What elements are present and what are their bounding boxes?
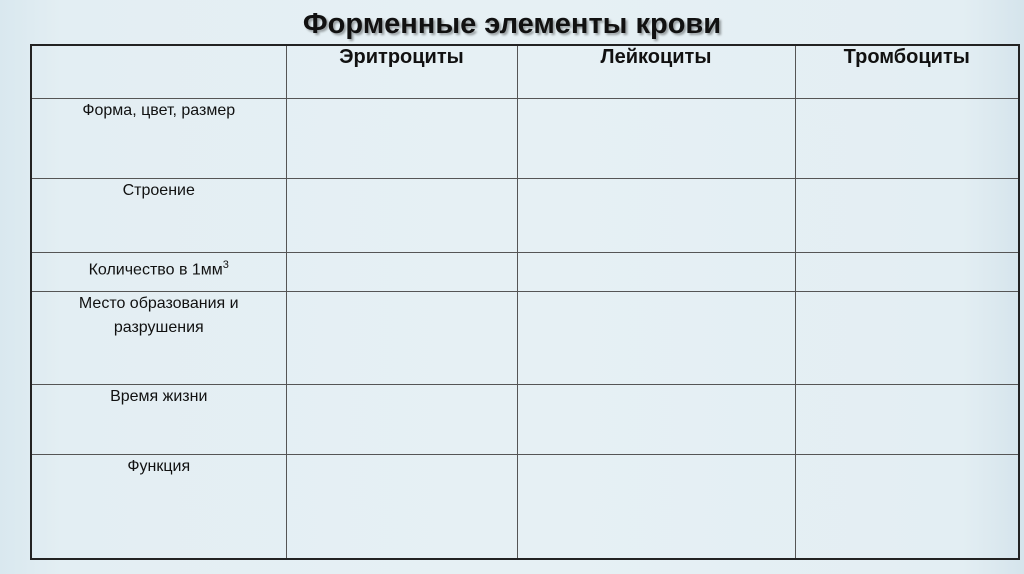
row-label-shape: Форма, цвет, размер: [31, 98, 286, 178]
row-label-quantity-sup: 3: [222, 258, 229, 271]
slide-title: Форменные элементы крови: [302, 8, 722, 40]
blood-elements-table: [30, 44, 1020, 560]
table-cell[interactable]: [795, 98, 1019, 178]
table-row: [31, 384, 1019, 454]
table-cell[interactable]: [286, 252, 517, 291]
row-label-origin: Место образования и разрушения: [31, 291, 286, 384]
header-thrombocytes: Тромбоциты: [795, 45, 1019, 98]
table-cell[interactable]: [517, 252, 795, 291]
row-label-quantity-text: Количество в 1мм: [88, 260, 223, 278]
table-cell[interactable]: [286, 454, 517, 559]
table-cell[interactable]: [795, 454, 1019, 559]
table-cell[interactable]: [286, 384, 517, 454]
table-cell[interactable]: [286, 291, 517, 384]
table-cell[interactable]: [517, 178, 795, 252]
table-header-row: [31, 45, 1019, 98]
table-row: [31, 291, 1019, 384]
table-cell[interactable]: [517, 291, 795, 384]
row-label-quantity: [31, 252, 286, 291]
header-erythrocytes: Эритроциты: [286, 45, 517, 98]
table-cell[interactable]: [517, 98, 795, 178]
table-cell[interactable]: [517, 384, 795, 454]
table-cell[interactable]: [517, 454, 795, 559]
row-label-lifetime: Время жизни: [31, 384, 286, 454]
table-cell[interactable]: [286, 98, 517, 178]
table-cell[interactable]: [795, 384, 1019, 454]
row-label-structure: Строение: [31, 178, 286, 252]
header-leukocytes: Лейкоциты: [517, 45, 795, 98]
table-cell[interactable]: [286, 178, 517, 252]
table-cell[interactable]: [795, 291, 1019, 384]
table-cell[interactable]: [795, 252, 1019, 291]
header-corner-cell: [31, 45, 286, 98]
table-cell[interactable]: [795, 178, 1019, 252]
table-row: [31, 98, 1019, 178]
row-label-function: Функция: [31, 454, 286, 559]
table-row: [31, 252, 1019, 291]
table-row: [31, 178, 1019, 252]
table-row: [31, 454, 1019, 559]
